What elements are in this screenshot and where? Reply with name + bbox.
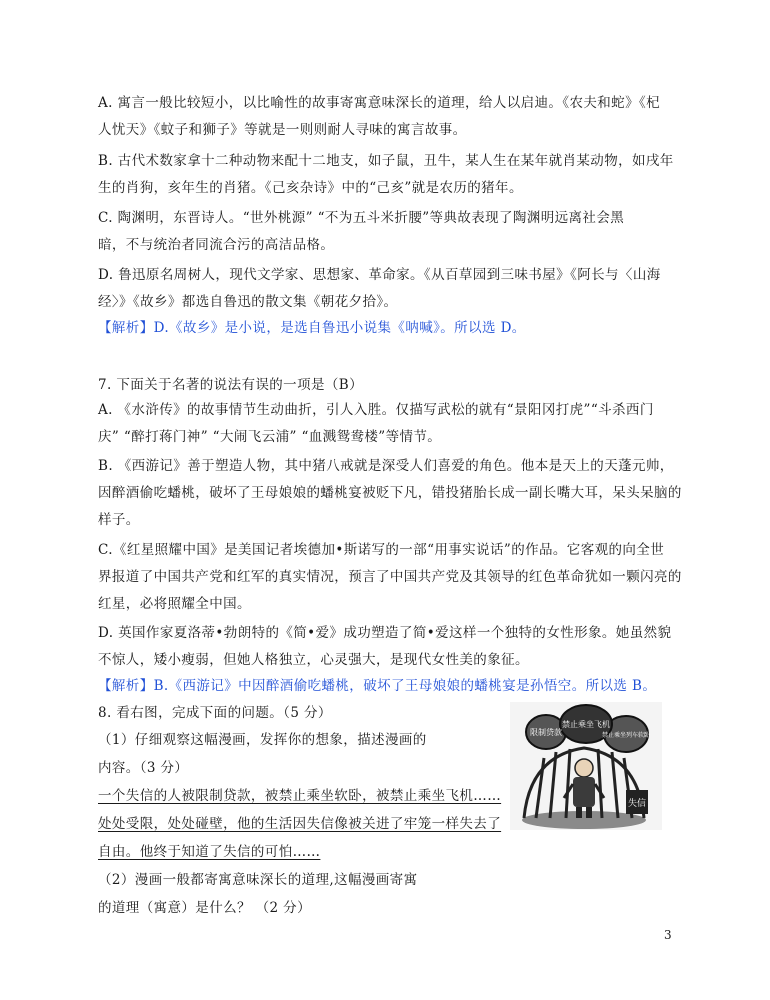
disc-train-label: 禁止乘坐列车软卧: [601, 732, 651, 739]
q7-option-b-line-1: B. 《西游记》善于塑造人物，其中猪八戒就是深受人们喜爱的角色。他本是天上的天蓬元帅，: [98, 458, 674, 474]
q7-option-a-line-2: 庆” “醉打蒋门神” “大闹飞云浦” “血溅鸳鸯楼”等情节。: [98, 429, 442, 445]
q8-sub1-line-1: （1）仔细观察这幅漫画，发挥你的想象，描述漫画的: [98, 732, 427, 748]
option-a-line-2: 人忧天》《蚊子和狮子》等就是一则则耐人寻味的寓言故事。: [98, 122, 467, 138]
q7-option-b-line-2: 因醉酒偷吃蟠桃，破坏了王母娘娘的蟠桃宴被贬下凡，错投猪胎长成一副长嘴大耳，呆头呆脑的: [98, 485, 682, 501]
question-8-stem: 8. 看右图，完成下面的问题。（5 分）: [98, 705, 332, 721]
option-d-line-1: D. 鲁迅原名周树人，现代文学家、思想家、革命家。《从百草园到三味书屋》《阿长与〈山海: [98, 267, 661, 283]
q7-option-d-line-1: D. 英国作家夏洛蒂•勃朗特的《简•爱》成功塑造了简•爱这样一个独特的女性形象。她虽然貌: [98, 625, 672, 641]
q8-answer-line-3: 自由。他终于知道了失信的可怕……: [98, 844, 321, 860]
cartoon-illustration: [510, 702, 662, 830]
option-c-line-1: C. 陶渊明，东晋诗人。“世外桃源” “不为五斗米折腰”等典故表现了陶渊明远离社会黑: [98, 210, 625, 226]
option-b-line-1: B. 古代术数家拿十二种动物来配十二地支，如子鼠，丑牛，某人生在某年就肖某动物，如戌年: [98, 153, 674, 169]
question-7-stem: 7. 下面关于名著的说法有误的一项是（B）: [98, 377, 363, 393]
option-b-line-2: 生的肖狗，亥年生的肖猪。《己亥杂诗》中的“己亥”就是农历的猪年。: [98, 180, 523, 196]
q8-sub1-line-2: 内容。（3 分）: [98, 760, 189, 776]
cage-tag-label: 失信: [627, 799, 647, 809]
q8-sub2-line-2: 的道理（寓意）是什么？ （2 分）: [98, 900, 311, 916]
q8-answer-line-2: 处处受限，处处碰壁，他的生活因失信像被关进了牢笼一样失去了: [98, 816, 502, 832]
disc-loan-label: 限制贷款: [530, 728, 562, 737]
q7-option-d-line-2: 不惊人，矮小瘦弱，但她人格独立，心灵强大，是现代女性美的象征。: [98, 652, 529, 668]
q8-answer-line-1: 一个失信的人被限制贷款，被禁止乘坐软卧，被禁止乘坐飞机……: [98, 788, 502, 804]
q7-option-c-line-2: 界报道了中国共产党和红军的真实情况，预言了中国共产党及其领导的红色革命犹如一颗闪亮的: [98, 569, 682, 585]
option-d-line-2: 经〉》《故乡》都选自鲁迅的散文集《朝花夕拾》。: [98, 294, 398, 310]
q8-sub2-line-1: （2）漫画一般都寄寓意味深长的道理,这幅漫画寄寓: [98, 872, 418, 888]
q7-option-a-line-1: A. 《水浒传》的故事情节生动曲折，引人入胜。仅描写武松的就有“景阳冈打虎”“斗杀西门: [98, 402, 654, 418]
q7-option-c-line-3: 红星，必将照耀全中国。: [98, 596, 251, 612]
option-c-line-2: 暗，不与统治者同流合污的高洁品格。: [98, 237, 335, 253]
disc-flight-label: 禁止乘坐飞机: [562, 720, 610, 729]
option-a-line-1: A. 寓言一般比较短小，以比喻性的故事寄寓意味深长的道理，给人以启迪。《农夫和蛇》《杞: [98, 95, 661, 111]
q7-option-c-line-1: C.《红星照耀中国》是美国记者埃德加•斯诺写的一部“用事实说话”的作品。它客观的向全世: [98, 542, 665, 558]
q7-option-b-line-3: 样子。: [98, 512, 140, 528]
credit-cage-cartoon: [510, 702, 662, 830]
answer-analysis-7: 【解析】B.《西游记》中因醉酒偷吃蟠桃，破坏了王母娘娘的蟠桃宴是孙悟空。所以选 B。: [98, 678, 657, 694]
page-number: 3: [664, 928, 672, 942]
answer-analysis-6: 【解析】D.《故乡》是小说，是选自鲁迅小说集《呐喊》。所以选 D。: [98, 320, 526, 336]
